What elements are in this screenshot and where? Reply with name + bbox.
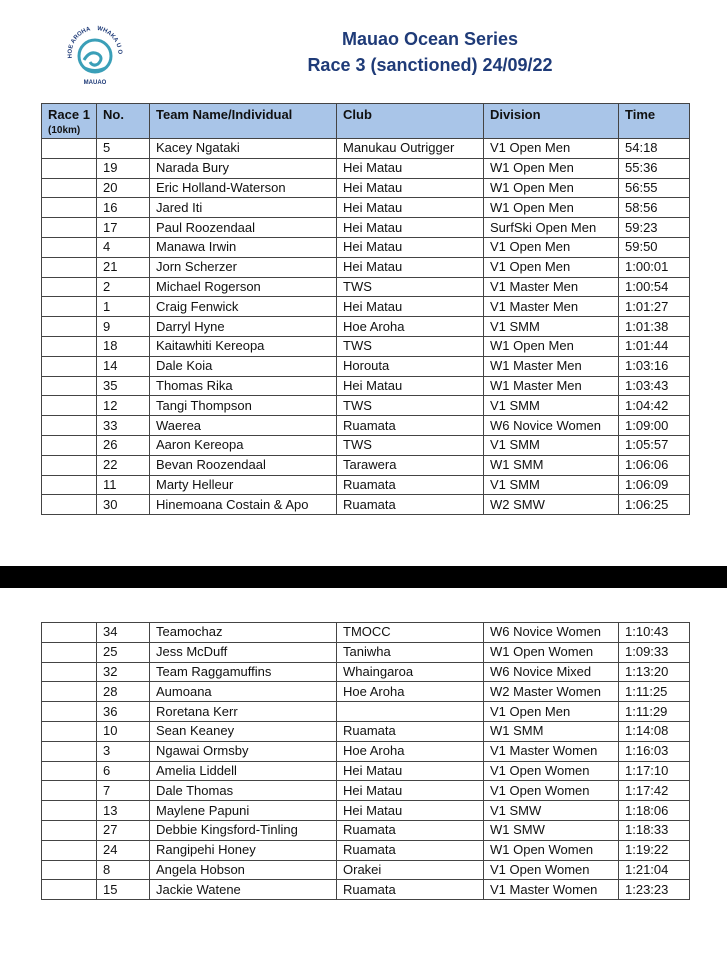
cell-team: Bevan Roozendaal (150, 455, 337, 475)
table-row (42, 158, 690, 178)
race-cell (42, 475, 97, 495)
race-cell (42, 801, 97, 821)
table-row (42, 623, 690, 643)
cell-no: 3 (97, 741, 150, 761)
cell-team: Darryl Hyne (150, 317, 337, 337)
cell-division: V1 Open Women (484, 860, 619, 880)
cell-time: 59:50 (619, 237, 690, 257)
cell-no: 27 (97, 820, 150, 840)
table-row (42, 297, 690, 317)
cell-team: Jess McDuff (150, 642, 337, 662)
cell-club: TWS (337, 336, 484, 356)
cell-time: 1:03:43 (619, 376, 690, 396)
col-race-header (42, 104, 97, 139)
results-table-top (41, 103, 690, 515)
table-row (42, 435, 690, 455)
cell-team: Eric Holland-Waterson (150, 178, 337, 198)
race-cell (42, 761, 97, 781)
cell-team: Waerea (150, 416, 337, 436)
race-cell (42, 158, 97, 178)
cell-no: 24 (97, 840, 150, 860)
cell-club: Hei Matau (337, 781, 484, 801)
cell-club: Ruamata (337, 840, 484, 860)
cell-team: Roretana Kerr (150, 702, 337, 722)
cell-no: 22 (97, 455, 150, 475)
cell-no: 13 (97, 801, 150, 821)
cell-time: 54:18 (619, 139, 690, 159)
cell-team: Kaitawhiti Kereopa (150, 336, 337, 356)
cell-no: 18 (97, 336, 150, 356)
cell-team: Maylene Papuni (150, 801, 337, 821)
race-cell (42, 880, 97, 900)
cell-no: 1 (97, 297, 150, 317)
race-cell (42, 317, 97, 337)
race-cell (42, 257, 97, 277)
cell-team: Thomas Rika (150, 376, 337, 396)
table-row (42, 761, 690, 781)
cell-team: Jackie Watene (150, 880, 337, 900)
race-cell (42, 297, 97, 317)
cell-no: 32 (97, 662, 150, 682)
race-cell (42, 139, 97, 159)
cell-club: Hei Matau (337, 198, 484, 218)
table-row (42, 662, 690, 682)
cell-club: Hei Matau (337, 376, 484, 396)
table-row (42, 218, 690, 238)
cell-club: Ruamata (337, 475, 484, 495)
cell-time: 1:00:01 (619, 257, 690, 277)
cell-club: Hei Matau (337, 801, 484, 821)
cell-division: W1 Open Men (484, 178, 619, 198)
cell-division: W6 Novice Women (484, 623, 619, 643)
cell-division: W1 SMM (484, 721, 619, 741)
cell-time: 55:36 (619, 158, 690, 178)
table-row (42, 237, 690, 257)
logo-text-left: HOE AROHA (67, 26, 92, 59)
cell-club: Hoe Aroha (337, 741, 484, 761)
cell-team: Angela Hobson (150, 860, 337, 880)
table-row (42, 198, 690, 218)
cell-no: 26 (97, 435, 150, 455)
logo-text-right: WHAKA U O (96, 25, 123, 55)
table-row (42, 336, 690, 356)
cell-division: W2 Master Women (484, 682, 619, 702)
cell-time: 1:09:00 (619, 416, 690, 436)
cell-no: 15 (97, 880, 150, 900)
cell-time: 1:18:06 (619, 801, 690, 821)
cell-club: Hoe Aroha (337, 317, 484, 337)
table-row (42, 682, 690, 702)
cell-time: 1:16:03 (619, 741, 690, 761)
cell-no: 6 (97, 761, 150, 781)
cell-time: 1:21:04 (619, 860, 690, 880)
cell-time: 1:06:09 (619, 475, 690, 495)
cell-team: Dale Thomas (150, 781, 337, 801)
cell-division: W1 Open Men (484, 158, 619, 178)
results-table-bottom (41, 622, 690, 900)
table-row (42, 277, 690, 297)
table-row (42, 139, 690, 159)
page-title: Mauao Ocean Series (341, 29, 519, 49)
race-cell (42, 435, 97, 455)
cell-division: W1 SMM (484, 455, 619, 475)
cell-time: 1:14:08 (619, 721, 690, 741)
cell-division: W1 Master Men (484, 356, 619, 376)
race-cell (42, 702, 97, 722)
table-row (42, 642, 690, 662)
logo-text-bottom: MAUAO (83, 80, 107, 86)
cell-time: 1:18:33 (619, 820, 690, 840)
cell-division: V1 SMM (484, 317, 619, 337)
cell-no: 25 (97, 642, 150, 662)
cell-no: 12 (97, 396, 150, 416)
table-row (42, 840, 690, 860)
cell-time: 1:09:33 (619, 642, 690, 662)
cell-team: Kacey Ngataki (150, 139, 337, 159)
cell-team: Teamochaz (150, 623, 337, 643)
race-cell (42, 336, 97, 356)
cell-no: 4 (97, 237, 150, 257)
cell-time: 1:01:27 (619, 297, 690, 317)
table-row (42, 455, 690, 475)
cell-no: 36 (97, 702, 150, 722)
table-row (42, 721, 690, 741)
cell-club: Hei Matau (337, 237, 484, 257)
cell-no: 10 (97, 721, 150, 741)
table-row (42, 741, 690, 761)
title-block (280, 26, 580, 78)
cell-team: Dale Koia (150, 356, 337, 376)
cell-division: V1 Open Men (484, 139, 619, 159)
cell-no: 17 (97, 218, 150, 238)
table-row (42, 257, 690, 277)
race-cell (42, 416, 97, 436)
table-row (42, 801, 690, 821)
cell-time: 58:56 (619, 198, 690, 218)
cell-club: Ruamata (337, 820, 484, 840)
table-row (42, 880, 690, 900)
cell-club: Ruamata (337, 880, 484, 900)
cell-division: V1 Open Men (484, 237, 619, 257)
cell-club: Manukau Outrigger (337, 139, 484, 159)
table-row (42, 781, 690, 801)
cell-club: Tarawera (337, 455, 484, 475)
cell-time: 1:11:25 (619, 682, 690, 702)
race-cell (42, 495, 97, 515)
cell-team: Tangi Thompson (150, 396, 337, 416)
cell-team: Michael Rogerson (150, 277, 337, 297)
cell-club: TWS (337, 396, 484, 416)
cell-no: 28 (97, 682, 150, 702)
cell-club (337, 702, 484, 722)
cell-team: Aumoana (150, 682, 337, 702)
cell-club: Whaingaroa (337, 662, 484, 682)
cell-division: V1 Open Men (484, 257, 619, 277)
cell-time: 1:01:44 (619, 336, 690, 356)
race-cell (42, 840, 97, 860)
cell-club: Ruamata (337, 416, 484, 436)
cell-division: V1 Master Men (484, 277, 619, 297)
col-race-sub: (10km) (48, 125, 81, 136)
cell-club: TWS (337, 277, 484, 297)
cell-team: Narada Bury (150, 158, 337, 178)
cell-team: Team Raggamuffins (150, 662, 337, 682)
race-cell (42, 178, 97, 198)
cell-division: V1 Open Women (484, 781, 619, 801)
cell-team: Aaron Kereopa (150, 435, 337, 455)
table-row (42, 317, 690, 337)
table-row (42, 475, 690, 495)
race-cell (42, 642, 97, 662)
cell-team: Hinemoana Costain & Apo (150, 495, 337, 515)
cell-division: SurfSki Open Men (484, 218, 619, 238)
race-cell (42, 721, 97, 741)
race-cell (42, 860, 97, 880)
cell-club: Hei Matau (337, 158, 484, 178)
cell-club: Orakei (337, 860, 484, 880)
cell-time: 1:17:42 (619, 781, 690, 801)
cell-division: W1 Open Men (484, 336, 619, 356)
cell-no: 9 (97, 317, 150, 337)
race-cell (42, 455, 97, 475)
cell-no: 20 (97, 178, 150, 198)
cell-club: Hoe Aroha (337, 682, 484, 702)
race-cell (42, 396, 97, 416)
cell-club: Ruamata (337, 721, 484, 741)
cell-club: TWS (337, 435, 484, 455)
cell-no: 7 (97, 781, 150, 801)
cell-time: 1:04:42 (619, 396, 690, 416)
cell-time: 1:01:38 (619, 317, 690, 337)
race-cell (42, 741, 97, 761)
cell-time: 1:17:10 (619, 761, 690, 781)
table-row (42, 860, 690, 880)
cell-division: W1 SMW (484, 820, 619, 840)
cell-team: Sean Keaney (150, 721, 337, 741)
race-cell (42, 662, 97, 682)
cell-time: 1:23:23 (619, 880, 690, 900)
cell-time: 1:05:57 (619, 435, 690, 455)
cell-no: 11 (97, 475, 150, 495)
table-row (42, 178, 690, 198)
cell-club: TMOCC (337, 623, 484, 643)
cell-division: W6 Novice Women (484, 416, 619, 436)
cell-club: Hei Matau (337, 257, 484, 277)
race-cell (42, 237, 97, 257)
cell-time: 1:03:16 (619, 356, 690, 376)
cell-club: Horouta (337, 356, 484, 376)
col-team-header: Team Name/Individual (150, 104, 337, 139)
race-cell (42, 623, 97, 643)
cell-team: Rangipehi Honey (150, 840, 337, 860)
col-division-header: Division (484, 104, 619, 139)
cell-division: V1 SMW (484, 801, 619, 821)
cell-no: 2 (97, 277, 150, 297)
cell-division: W1 Open Men (484, 198, 619, 218)
cell-no: 35 (97, 376, 150, 396)
cell-time: 1:11:29 (619, 702, 690, 722)
cell-team: Marty Helleur (150, 475, 337, 495)
cell-time: 1:19:22 (619, 840, 690, 860)
cell-division: V1 SMM (484, 396, 619, 416)
race-cell (42, 356, 97, 376)
table-row (42, 495, 690, 515)
cell-club: Taniwha (337, 642, 484, 662)
hoe-aroha-logo (60, 18, 130, 88)
table-row (42, 396, 690, 416)
col-time-header: Time (619, 104, 690, 139)
race-cell (42, 820, 97, 840)
cell-no: 34 (97, 623, 150, 643)
cell-division: V1 SMM (484, 435, 619, 455)
cell-no: 33 (97, 416, 150, 436)
page-subtitle: Race 3 (sanctioned) 24/09/22 (307, 55, 553, 75)
table-row (42, 820, 690, 840)
cell-no: 19 (97, 158, 150, 178)
cell-division: W1 Open Women (484, 840, 619, 860)
col-no-header: No. (97, 104, 150, 139)
cell-division: W2 SMW (484, 495, 619, 515)
race-cell (42, 277, 97, 297)
cell-club: Hei Matau (337, 761, 484, 781)
cell-club: Ruamata (337, 495, 484, 515)
cell-time: 1:06:06 (619, 455, 690, 475)
col-race-label: Race 1 (48, 107, 90, 122)
cell-division: V1 Master Men (484, 297, 619, 317)
cell-time: 59:23 (619, 218, 690, 238)
cell-division: V1 Open Men (484, 702, 619, 722)
cell-no: 5 (97, 139, 150, 159)
cell-team: Paul Roozendaal (150, 218, 337, 238)
race-cell (42, 682, 97, 702)
race-cell (42, 218, 97, 238)
race-cell (42, 781, 97, 801)
cell-no: 14 (97, 356, 150, 376)
cell-no: 16 (97, 198, 150, 218)
table-row (42, 416, 690, 436)
cell-club: Hei Matau (337, 178, 484, 198)
race-cell (42, 198, 97, 218)
cell-time: 1:13:20 (619, 662, 690, 682)
cell-no: 21 (97, 257, 150, 277)
table-row (42, 376, 690, 396)
cell-team: Jorn Scherzer (150, 257, 337, 277)
cell-time: 1:06:25 (619, 495, 690, 515)
table-row (42, 356, 690, 376)
cell-time: 1:00:54 (619, 277, 690, 297)
cell-time: 56:55 (619, 178, 690, 198)
col-club-header: Club (337, 104, 484, 139)
cell-division: V1 Master Women (484, 741, 619, 761)
cell-team: Amelia Liddell (150, 761, 337, 781)
cell-team: Craig Fenwick (150, 297, 337, 317)
cell-no: 8 (97, 860, 150, 880)
cell-team: Debbie Kingsford-Tinling (150, 820, 337, 840)
cell-division: V1 Master Women (484, 880, 619, 900)
cell-team: Manawa Irwin (150, 237, 337, 257)
race-cell (42, 376, 97, 396)
table-row (42, 702, 690, 722)
cell-team: Ngawai Ormsby (150, 741, 337, 761)
cell-team: Jared Iti (150, 198, 337, 218)
cell-club: Hei Matau (337, 297, 484, 317)
black-band (0, 566, 727, 588)
cell-division: W1 Open Women (484, 642, 619, 662)
cell-division: V1 Open Women (484, 761, 619, 781)
cell-division: V1 SMM (484, 475, 619, 495)
table-header-row (42, 104, 690, 139)
cell-no: 30 (97, 495, 150, 515)
cell-time: 1:10:43 (619, 623, 690, 643)
cell-division: W1 Master Men (484, 376, 619, 396)
cell-division: W6 Novice Mixed (484, 662, 619, 682)
cell-club: Hei Matau (337, 218, 484, 238)
